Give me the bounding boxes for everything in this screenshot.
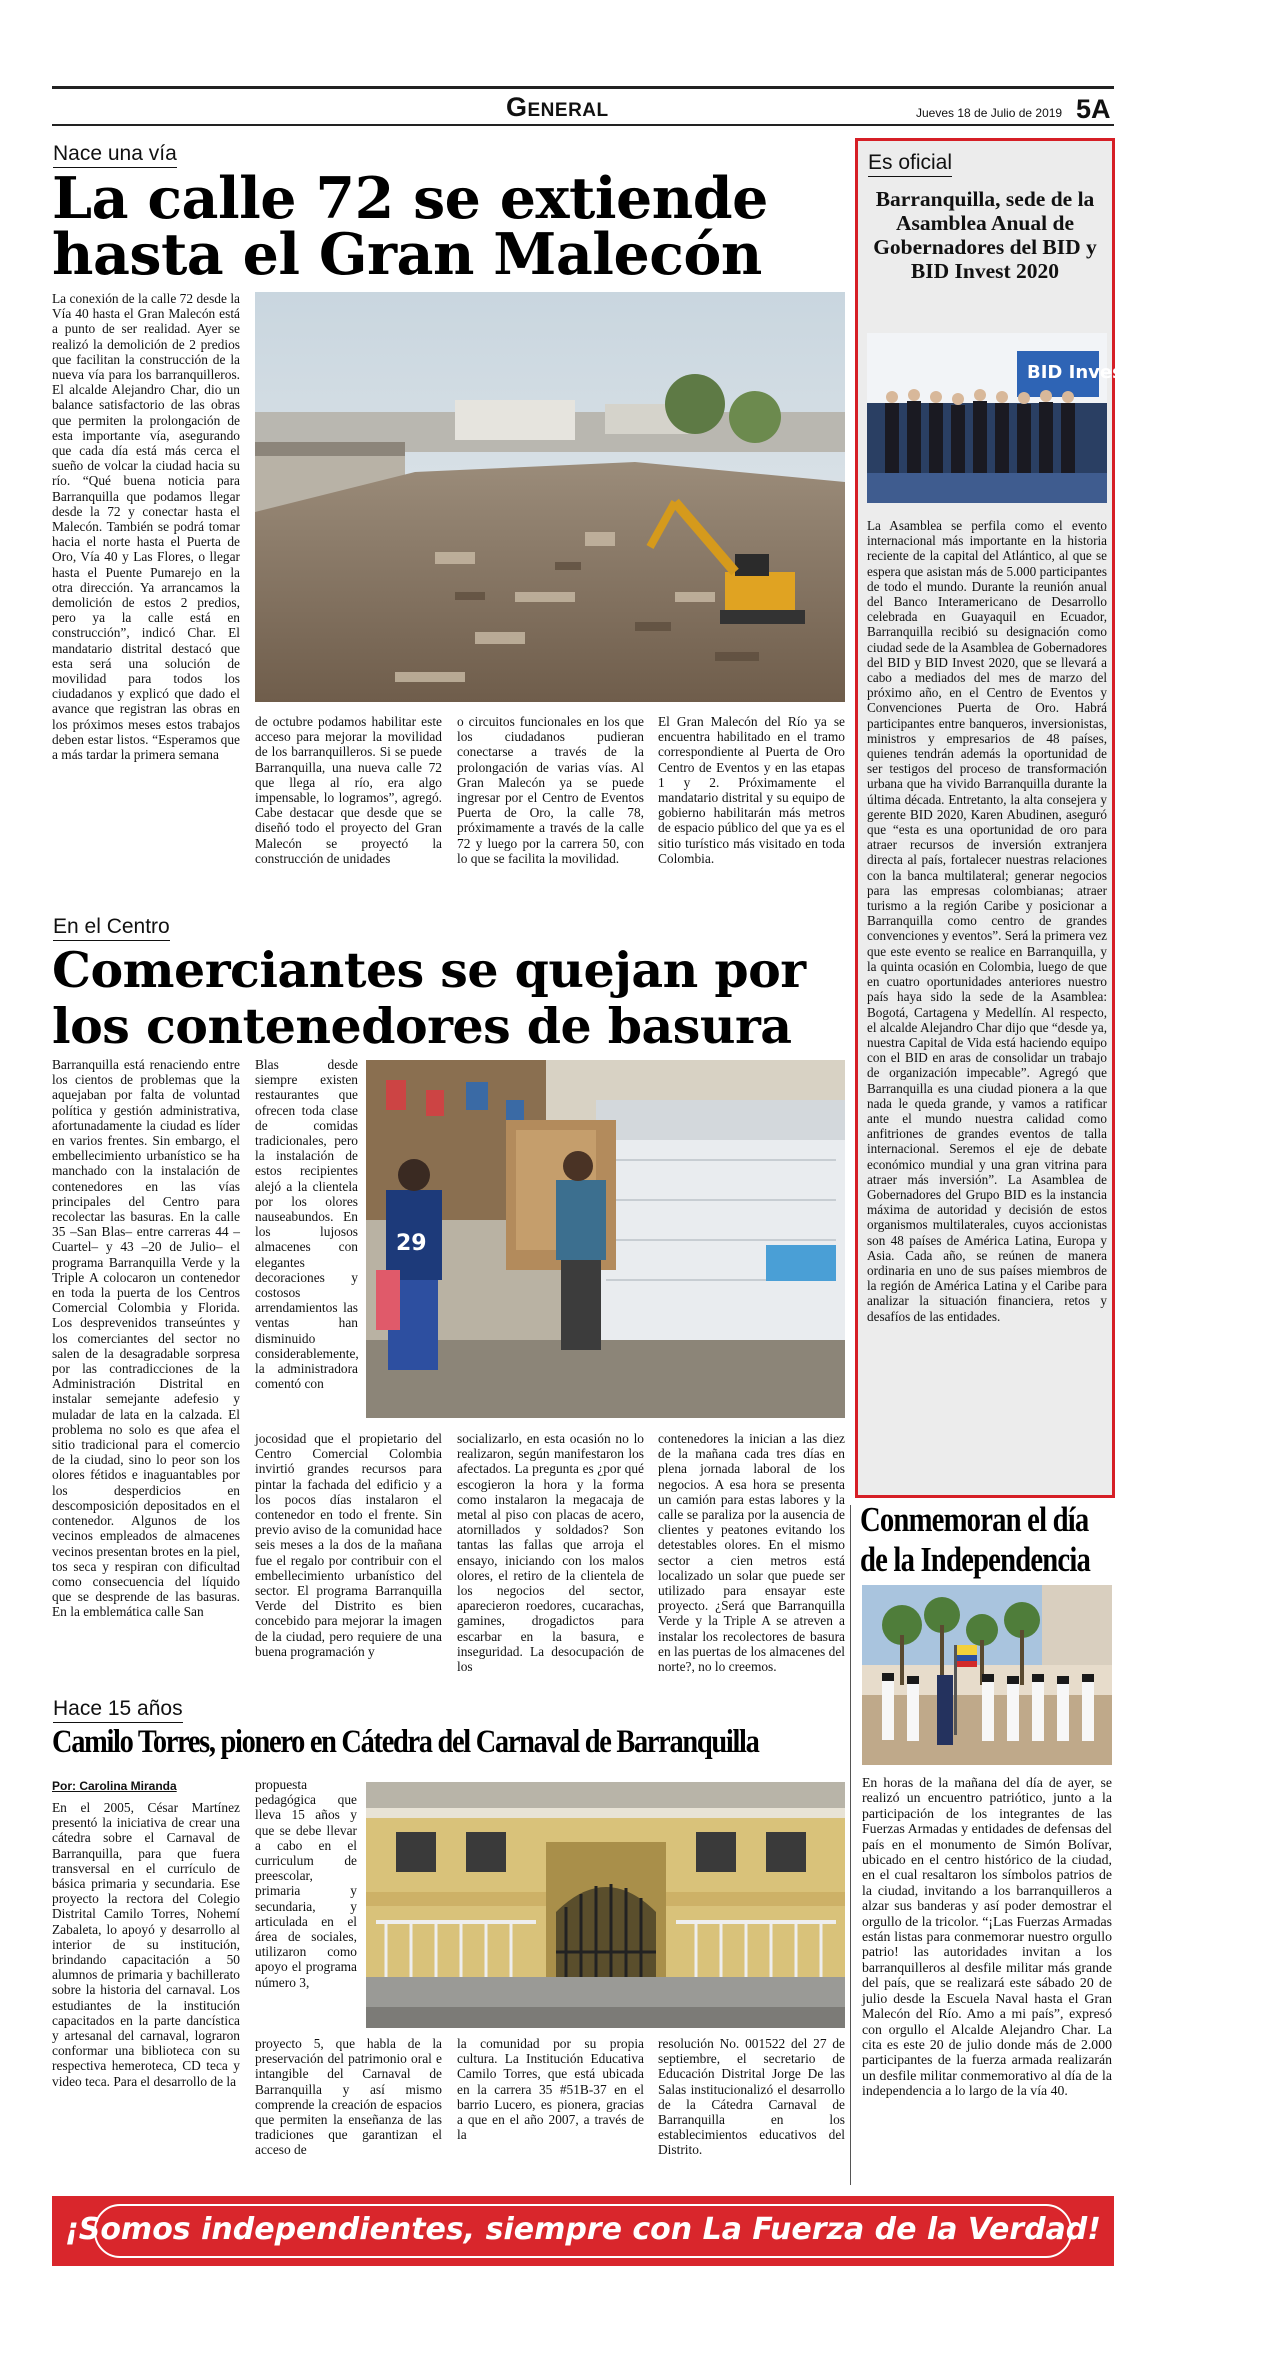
- right-column-divider: [850, 1505, 851, 2185]
- article3-headline: Camilo Torres, pionero en Cátedra del Carnaval de Barranquilla: [52, 1724, 759, 1760]
- article2-column-4: contenedores la inician a las diez de la mañana cada tres días en plena jornada laboral de los negocios. A esa hora se presenta un camión para estas labores y la calle se paraliza por la ausencia de clientes y peatones evitando los detestables olores. En el mismo sector a cien metros está localizado un solar que puede ser utilizado para ensayar este proyecto. ¿Será que Barranquilla Verde y la Triple A se atreven a instalar los recolectores de basura en las puertas de los almacenes del norte?, no lo creemos.: [658, 1431, 845, 1675]
- header-bottom-rule: [52, 124, 1114, 126]
- article1-column-4: El Gran Malecón del Río ya se encuentra habilitado en el tramo correspondiente al Puerta de Oro Centro de Eventos y en las etapas 1 y 2. Próximamente el mandatario distrital y su equipo de gobierno habilitarán más metros de espacio público del que ya es el sitio turístico más visitado en toda Colombia.: [658, 714, 845, 866]
- article3-column-1: En el 2005, César Martínez presentó la iniciativa de crear una cátedra sobre el Carnaval de Barranquilla, para que fuera transversal en el currículo de básica primaria y secundaria. Ese proyecto la rectora del Colegio Distrital Camilo Torres, Nohemí Zabaleta, lo apoyó y desarrollo al interior de su institución, brindando capacitación a 50 alumnos de primaria y bachillerato sobre la historia del carnaval. Los estudiantes de la institución capacitados en la parte dancística y artesanal del carnaval, lograron conformar una biblioteca con su respectiva hemeroteca, CD teca y video teca. Para el desarrollo de la: [52, 1800, 240, 2089]
- article4-body: En horas de la mañana del día de ayer, se realizó un encuentro patriótico, junto a la participación de los integrantes de las Fuerzas Armadas y entidades de defensas del país en el monumento de Simón Bolívar, ubicado en el centro histórico de la ciudad, en el cual resaltaron los símbolos patrios de la ciudad, invitando a los barranquilleros a alzar sus banderas y así poder demostrar el orgullo de la tricolor. “¡Las Fuerzas Armadas están listas para conmemorar nuestro orgullo patrio! las autoridades invitan a los barranquilleros al desfile militar más grande del país, que se realizará este sábado 20 de julio desde la Escuela Naval hasta el Gran Malecón del Río. Amo a mi país”, expresó con orgullo el Alcalde Alejandro Char. La cita es este 20 de julio donde más de 2.000 participantes de la fuerza armada realizarán un desfile militar conmemorativo al día de la independencia a lo largo de la vía 40.: [862, 1775, 1112, 2099]
- article3-kicker: Hace 15 años: [53, 1697, 183, 1723]
- article3-column-2b: proyecto 5, que habla de la preservación del patrimonio oral e intangible del Carnaval de Barranquilla y así mismo comprende la creación de espacios que permiten la enseñanza de las tradiciones que garantizan el acceso de: [255, 2036, 442, 2158]
- article2-headline-line1: Comerciantes se quejan por: [52, 941, 806, 999]
- garbage-container-photo: [366, 1060, 845, 1418]
- article1-column-1: La conexión de la calle 72 desde la Vía 40 hasta el Gran Malecón está a punto de ser realidad. Ayer se realizó la demolición de 2 predios que facilitan la construcción de la nueva vía para los barranquilleros. El alcalde Alejandro Char, dio un balance satisfactorio de las obras que permiten la prolongación de esta importante vía, asegurando que cada día está más cerca el sueño de volcar la ciudad hacia su río. “Qué buena noticia para Barranquilla que podamos llegar desde la 72 y conectar hasta el Malecón. También se podrá tomar hacia el norte hasta el Puerta de Oro, Vía 40 y Las Flores, o llegar hasta el Puente Pumarejo en la otra dirección. Ya arrancamos la demolición de estos 2 predios, pero ya la calle está en construcción”, indicó Char. El mandatario distrital destacó que esta será una solución de movilidad para todos los ciudadanos y explicó que dado el avance que registran las obras en los próximos meses estos trabajos deben estar listos. “Esperamos que a más tardar la primera semana: [52, 291, 240, 763]
- article4-headline-line1: Conmemoran el día: [860, 1500, 1089, 1539]
- article2-kicker: En el Centro: [53, 915, 170, 941]
- school-building-photo: [366, 1782, 845, 2028]
- article2-column-2b: jocosidad que el propietario del Centro Comercial Colombia invirtió grandes recursos para pintar la fachada del edificio y a los pocos días instalaron el contenedor en todo el frente. Sin previo aviso de la comunidad hace seis meses a la dos de la mañana fue el regalo por contribuir con el embellecimiento urbanístico del sector. El programa Barranquilla Verde del Distrito es bien concebido para mejorar la imagen de la ciudad, pero requiere de una buena programación y: [255, 1431, 442, 1659]
- article4-headline-line2: de la Independencia: [860, 1540, 1091, 1579]
- sidebar-body: La Asamblea se perfila como el evento internacional más importante en la historia reciente de la capital del Atlántico, al que se espera que asistan más de 5.000 participantes de todo el mundo. Durante la reunión anual del Banco Interamericano de Desarrollo celebrada en Guayaquil en Ecuador, Barranquilla recibió su designación como ciudad sede de la Asamblea de Gobernadores del BID y BID Invest 2020, que se llevará a cabo a mediados del mes de marzo del próximo año, en el Centro de Eventos y Convenciones Puerta de Oro. Habrá participantes entre banqueros, inversionistas, ministros y empresarios de 48 países, quienes tendrán además la oportunidad de ser testigos del proceso de transformación urbana que ha vivido Barranquilla durante la última década. Entretanto, la alta consejera y gerente BID 2020, Karen Abudinen, aseguró que “esta es una oportunidad de oro para atraer recursos de inversión extranjera directa al país, fortalecer nuestras relaciones con la banca multilateral; generar negocios para las empresas colombianas; atraer turismo a la región Caribe y posicionar a Barranquilla como centro de grandes convenciones y eventos”. Será la primera vez que este evento se realice en Barranquilla, y la quinta ocasión en Colombia, luego de que en cuatro oportunidades anteriores nuestro país haya sido la sede de la Asamblea: Bogotá, Cartagena y Medellín. Al respecto, el alcalde Alejandro Char dijo que “desde ya, nuestra Capital de Vida está haciendo equipo con el BID en aras de consolidar un trabajo de organización impecable”. Agregó que Barranquilla es una ciudad pionera a la que nada le queda grande, y vamos a ratificar ante el mundo nuestra calidad como anfitriones de grandes eventos de talla internacional. Seremos el eje de debate económico mundial y una gran vitrina para atraer más inversión”. La Asamblea de Gobernadores del Grupo BID es la instancia máxima de autoridad y decisión de estos organismos multilaterales, cuyos accionistas son 48 países de América Latina, Europa y Asia. Cada año, se reúnen de manera ordinaria en uno de sus países miembros de la región de América Latina y el Caribe para analizar la situación financiera, retos y desafíos de las entidades.: [867, 518, 1107, 1324]
- article2-column-2: Blas desde siempre existen restaurantes que ofrecen toda clase de comidas tradicionales, pero la instalación de estos recipientes alejó a la clientela por los olores nauseabundos. En los lujosos almacenes con elegantes decoraciones y costosos arrendamientos las ventas han disminuido considerablemente, la administradora comentó con: [255, 1057, 359, 1392]
- article3-byline: Por: Carolina Miranda: [52, 1779, 177, 1793]
- section-title: General: [506, 92, 609, 122]
- article3-column-3: la comunidad por su propia cultura. La Institución Educativa Camilo Torres, que está ubicada en la carrera 35 #51B-37 en el barrio Lucero, es pionera, gracias a que en el año 2007, a través de la: [457, 2036, 644, 2143]
- sidebar-kicker: Es oficial: [868, 151, 952, 177]
- bid-logo-text: BID Invest 2020: [1027, 362, 1188, 383]
- bid-event-photo: [867, 333, 1188, 503]
- article2-column-3: socializarlo, en esta ocasión no lo realizaron, según manifestaron los afectados. La pregunta es ¿por qué escogieron la hora y la forma como instalaron la megacaja de metal al piso con placas de acero, atornillados y soldados? Son tantas las fallas que arroja el ensayo, iniciando con los malos olores, el retiro de la clientela de los negocios del sector, aparecieron roedores, cucarachas, gamines, drogadictos para escarbar en la basura, e inseguridad. La desocupación de los: [457, 1431, 644, 1675]
- footer-slogan: ¡Somos independientes, siempre con La Fuerza de la Verdad!: [65, 2212, 1101, 2247]
- article1-column-3: o circuitos funcionales en los que los ciudadanos pudieran conectarse a través de la prolongación de varias vías. Al Gran Malecón ya se puede ingresar por el Centro de Eventos Puerta de Oro, la calle 78, próximamente a través de la calle 72 y luego por la carrera 50, con lo que se facilita la movilidad.: [457, 714, 644, 866]
- article1-column-2: de octubre podamos habilitar este acceso para mejorar la movilidad de los barranquilleros. Si se puede Barranquilla, una nueva calle 72 que llega al río, era algo impensable, lo logramos”, agregó. Cabe destacar que desde que se diseñó todo el proyecto del Gran Malecón se proyectó la construcción de unidades: [255, 714, 442, 866]
- article1-kicker: Nace una vía: [53, 142, 177, 168]
- article2-column-1: Barranquilla está renaciendo entre los cientos de problemas que la aquejaban por falta de voluntad política y gestión administrativa, afortunadamente la ciudad es líder en varios frentes. Sin embargo, el embellecimiento urbanístico se ha manchado con la instalación de contenedores en las vías principales del Centro para recolectar las basuras. En la calle 35 –San Blas– entre carreras 44 –Cuartel– y 43 –20 de Julio– el programa Barranquilla Verde y la Triple A colocaron un contenedor en toda la puerta de los Centros Comercial Colombia y Florida. Los desprevenidos transeúntes y los comerciantes del sector no salen de la desagradable sorpresa por las contradicciones de la Administración Distrital en instalar semejante adefesio y muladar de lata en la calzada. El problema no solo es que afea el sitio tradicional para el comercio de la ciudad, sino lo peor son los olores fétidos e inaguantables por los desperdicios en descomposición depositados en el contenedor. Algunos de los vecinos empleados de almacenes vecinos presentan brotes en la piel, tos seca y respiran con dificultad como consecuencia del líquido que se desprende de las basuras. En la emblemática calle San: [52, 1057, 240, 1620]
- footer-banner: [52, 2196, 1114, 2266]
- military-ceremony-photo: [862, 1585, 1112, 1765]
- article2-headline-line2: los contenedores de basura: [52, 997, 792, 1055]
- page-number: 5A: [1076, 94, 1111, 124]
- header-top-rule: [52, 86, 1114, 89]
- svg-text:29: 29: [396, 1231, 427, 1256]
- article1-headline-line1: La calle 72 se extiende: [52, 165, 768, 232]
- issue-date: Jueves 18 de Julio de 2019: [916, 106, 1063, 120]
- article3-column-4: resolución No. 001522 del 27 de septiembre, el secretario de Educación Distrital Jorge De las Salas institucionalizó el desarrollo de la Cátedra Carnaval de Barranquilla en los establecimientos educativos del Distrito.: [658, 2036, 845, 2158]
- sidebar-box: [855, 138, 1188, 1498]
- article3-column-2: propuesta pedagógica que lleva 15 años y que se debe llevar a cabo en el curriculum de preescolar, primaria y secundaria, y articulada en el área de sociales, utilizaron como apoyo el programa número 3,: [255, 1777, 357, 1990]
- article1-headline-line2: hasta el Gran Malecón: [52, 221, 762, 288]
- demolition-photo: [255, 292, 845, 702]
- sidebar-title: Barranquilla, sede de la Asamblea Anual de Gobernadores del BID y BID Invest 2020: [873, 187, 1097, 283]
